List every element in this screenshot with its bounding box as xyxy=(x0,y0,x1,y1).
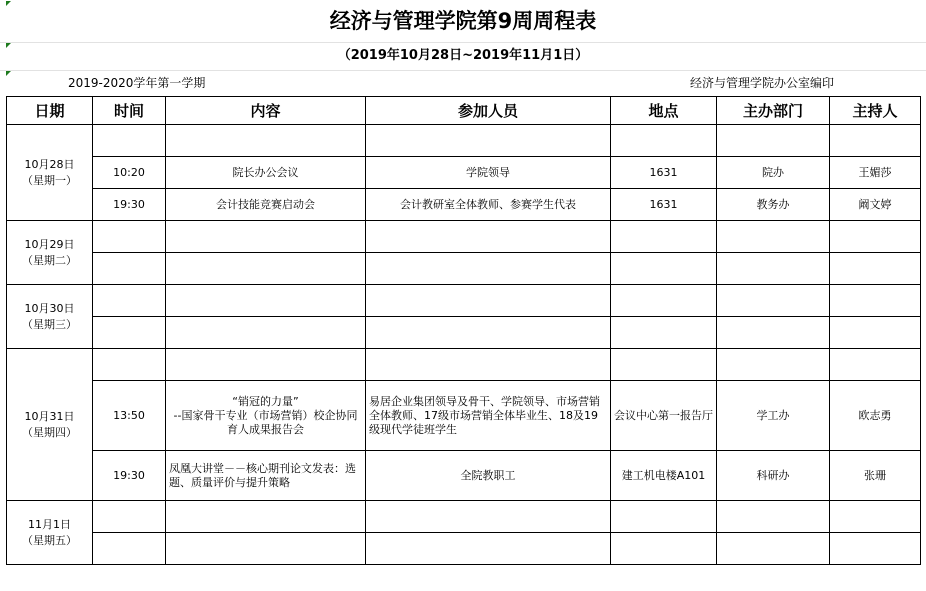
location-cell[interactable] xyxy=(611,125,717,157)
header-date[interactable]: 日期 xyxy=(7,97,93,125)
table-row xyxy=(7,451,921,501)
host-cell[interactable] xyxy=(830,501,921,533)
schedule-date-range: （2019年10月28日~2019年11月1日） xyxy=(0,42,926,71)
department-cell[interactable] xyxy=(717,125,830,157)
weekday-label: （星期四） xyxy=(22,425,77,439)
department-cell[interactable] xyxy=(717,253,830,285)
date-label: 10月28日 xyxy=(24,157,75,171)
content-cell[interactable] xyxy=(166,253,366,285)
content-heading: “销冠的力量” xyxy=(232,394,299,408)
time-cell[interactable]: 19:30 xyxy=(93,189,166,221)
location-cell[interactable]: 1631 xyxy=(611,157,717,189)
table-row xyxy=(7,285,921,317)
time-cell[interactable] xyxy=(93,533,166,565)
content-cell[interactable] xyxy=(166,349,366,381)
weekly-schedule-table xyxy=(6,96,921,565)
time-cell[interactable]: 10:20 xyxy=(93,157,166,189)
attendees-cell[interactable] xyxy=(366,253,611,285)
date-label: 10月29日 xyxy=(24,237,75,251)
attendees-cell[interactable] xyxy=(366,221,611,253)
cell-comment-marker xyxy=(6,71,11,76)
time-cell[interactable] xyxy=(93,253,166,285)
date-cell[interactable] xyxy=(7,125,93,221)
host-cell[interactable] xyxy=(830,253,921,285)
time-cell[interactable] xyxy=(93,285,166,317)
attendees-cell[interactable] xyxy=(366,285,611,317)
time-cell[interactable]: 19:30 xyxy=(93,451,166,501)
attendees-cell[interactable] xyxy=(366,501,611,533)
date-cell[interactable] xyxy=(7,349,93,501)
location-cell[interactable]: 1631 xyxy=(611,189,717,221)
content-cell[interactable] xyxy=(166,533,366,565)
time-cell[interactable] xyxy=(93,349,166,381)
location-cell[interactable] xyxy=(611,253,717,285)
content-cell[interactable]: 凤凰大讲堂－－核心期刊论文发表：选题、质量评价与提升策略 xyxy=(166,451,366,501)
department-cell[interactable] xyxy=(717,221,830,253)
header-time[interactable]: 时间 xyxy=(93,97,166,125)
attendees-cell[interactable] xyxy=(366,533,611,565)
location-cell[interactable]: 会议中心第一报告厅 xyxy=(611,381,717,451)
host-cell[interactable] xyxy=(830,221,921,253)
date-label: 11月1日 xyxy=(28,517,71,531)
attendees-cell[interactable]: 全院教职工 xyxy=(366,451,611,501)
host-cell[interactable] xyxy=(830,125,921,157)
attendees-cell[interactable]: 会计教研室全体教师、参赛学生代表 xyxy=(366,189,611,221)
table-row xyxy=(7,125,921,157)
content-cell[interactable] xyxy=(166,317,366,349)
content-cell[interactable]: 院长办公会议 xyxy=(166,157,366,189)
attendees-cell[interactable]: 学院领导 xyxy=(366,157,611,189)
weekday-label: （星期三） xyxy=(22,317,77,331)
date-cell[interactable] xyxy=(7,285,93,349)
host-cell[interactable] xyxy=(830,285,921,317)
host-cell[interactable] xyxy=(830,533,921,565)
table-row xyxy=(7,381,921,451)
content-cell[interactable]: 会计技能竞赛启动会 xyxy=(166,189,366,221)
host-cell[interactable]: 阚文婷 xyxy=(830,189,921,221)
department-cell[interactable]: 科研办 xyxy=(717,451,830,501)
header-row xyxy=(7,97,921,125)
content-cell[interactable] xyxy=(166,221,366,253)
date-cell[interactable] xyxy=(7,221,93,285)
attendees-cell[interactable]: 易居企业集团领导及骨干、学院领导、市场营销全体教师、17级市场营销全体毕业生、18及19级现代学徒班学生 xyxy=(366,381,611,451)
attendees-cell[interactable] xyxy=(366,349,611,381)
time-cell[interactable] xyxy=(93,501,166,533)
attendees-cell[interactable] xyxy=(366,125,611,157)
department-cell[interactable]: 学工办 xyxy=(717,381,830,451)
academic-term: 2019-2020学年第一学期 xyxy=(68,76,206,90)
header-location[interactable]: 地点 xyxy=(611,97,717,125)
location-cell[interactable] xyxy=(611,501,717,533)
table-row xyxy=(7,317,921,349)
location-cell[interactable]: 建工机电楼A101 xyxy=(611,451,717,501)
header-attendees[interactable]: 参加人员 xyxy=(366,97,611,125)
host-cell[interactable]: 王媚莎 xyxy=(830,157,921,189)
table-row xyxy=(7,501,921,533)
weekday-label: （星期一） xyxy=(22,173,77,187)
table-row xyxy=(7,221,921,253)
table-row xyxy=(7,189,921,221)
attendees-cell[interactable] xyxy=(366,317,611,349)
schedule-title: 经济与管理学院第9周周程表 xyxy=(0,0,926,43)
host-cell[interactable]: 张珊 xyxy=(830,451,921,501)
content-detail: --国家骨干专业（市场营销）校企协同育人成果报告会 xyxy=(173,408,358,436)
location-cell[interactable] xyxy=(611,221,717,253)
table-row xyxy=(7,157,921,189)
date-label: 10月30日 xyxy=(24,301,75,315)
department-cell[interactable] xyxy=(717,501,830,533)
weekday-label: （星期二） xyxy=(22,253,77,267)
table-row xyxy=(7,253,921,285)
location-cell[interactable] xyxy=(611,285,717,317)
issuer-office: 经济与管理学院办公室编印 xyxy=(690,76,835,90)
department-cell[interactable]: 教务办 xyxy=(717,189,830,221)
time-cell[interactable]: 13:50 xyxy=(93,381,166,451)
host-cell[interactable] xyxy=(830,349,921,381)
location-cell[interactable] xyxy=(611,533,717,565)
table-row xyxy=(7,533,921,565)
department-cell[interactable]: 院办 xyxy=(717,157,830,189)
header-content[interactable]: 内容 xyxy=(166,97,366,125)
department-cell[interactable] xyxy=(717,317,830,349)
content-cell[interactable] xyxy=(166,285,366,317)
date-label: 10月31日 xyxy=(24,409,75,423)
host-cell[interactable] xyxy=(830,317,921,349)
content-cell[interactable] xyxy=(166,381,366,451)
content-cell[interactable] xyxy=(166,501,366,533)
department-cell[interactable] xyxy=(717,533,830,565)
content-cell[interactable] xyxy=(166,125,366,157)
weekday-label: （星期五） xyxy=(22,533,77,547)
host-cell[interactable]: 欧志勇 xyxy=(830,381,921,451)
time-cell[interactable] xyxy=(93,125,166,157)
header-host[interactable]: 主持人 xyxy=(830,97,921,125)
location-cell[interactable] xyxy=(611,317,717,349)
time-cell[interactable] xyxy=(93,317,166,349)
department-cell[interactable] xyxy=(717,349,830,381)
time-cell[interactable] xyxy=(93,221,166,253)
header-department[interactable]: 主办部门 xyxy=(717,97,830,125)
department-cell[interactable] xyxy=(717,285,830,317)
date-cell[interactable] xyxy=(7,501,93,565)
location-cell[interactable] xyxy=(611,349,717,381)
table-row xyxy=(7,349,921,381)
